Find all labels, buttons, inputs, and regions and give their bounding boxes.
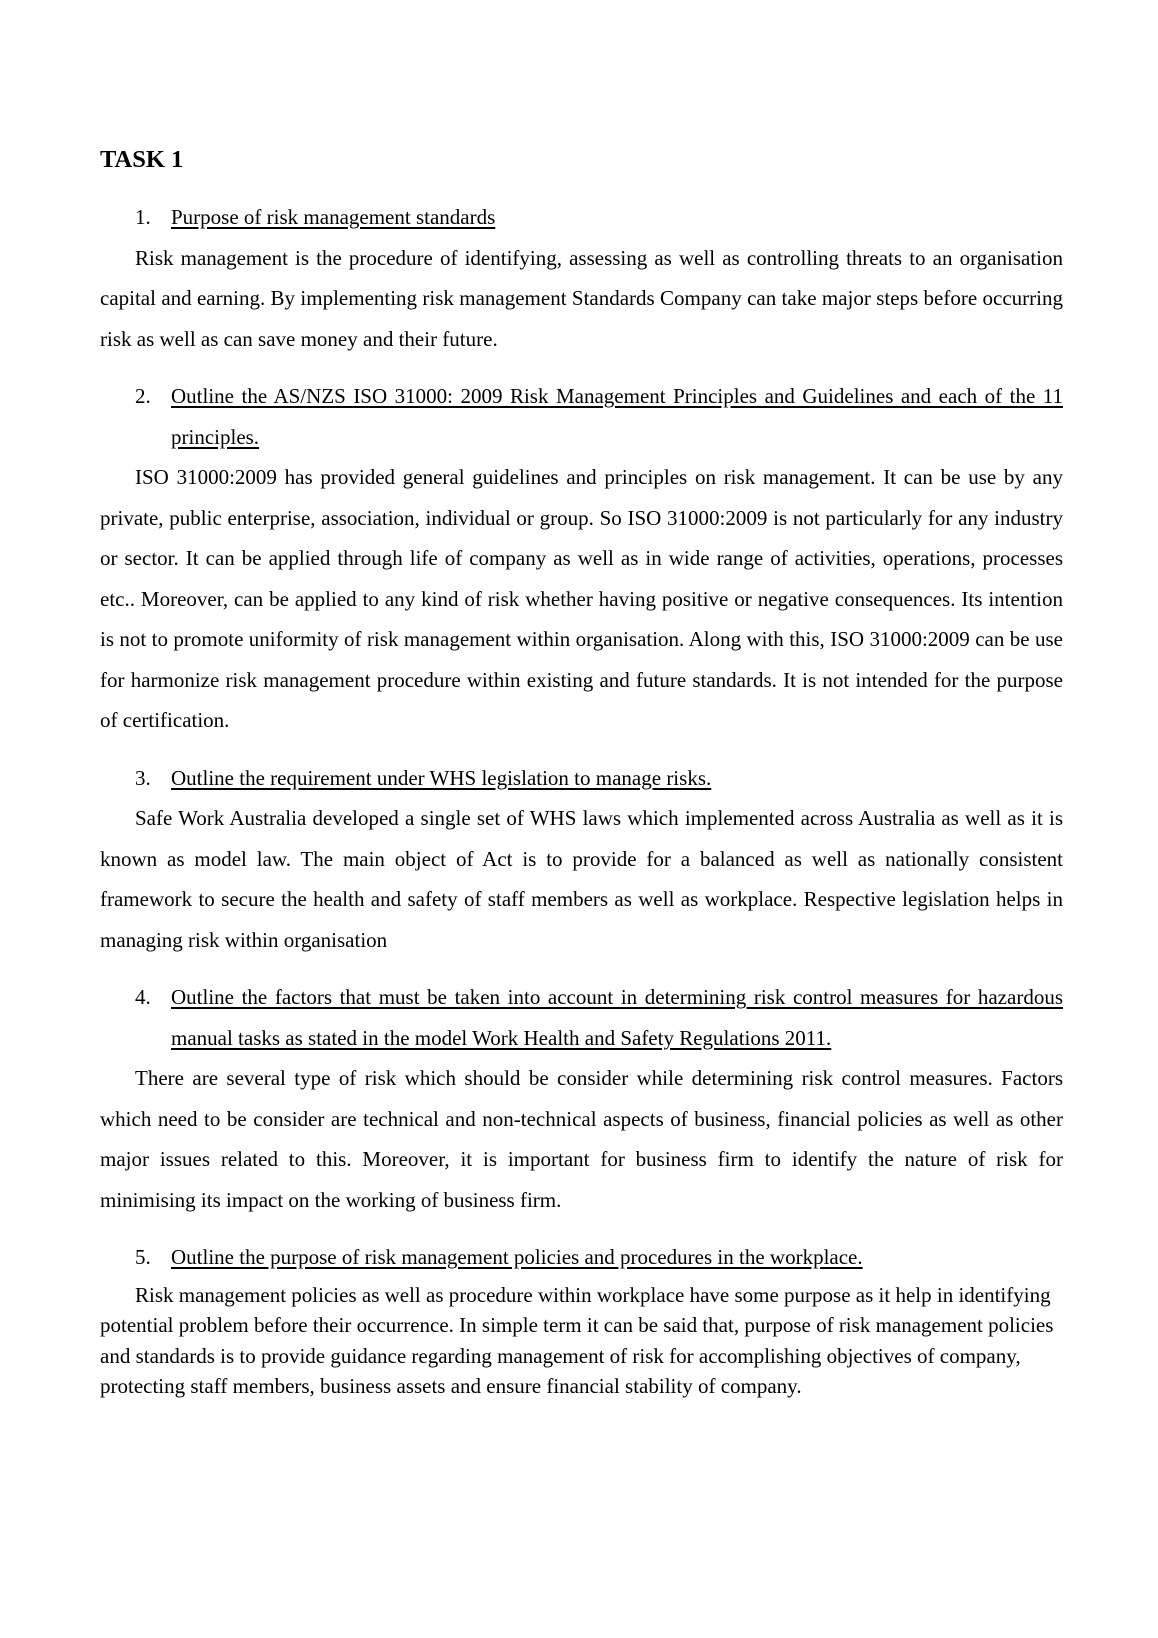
section-number: 2. xyxy=(135,384,151,408)
section-body: Safe Work Australia developed a single set of WHS laws which implemented across Australia as well as it is known as model law. The main object of Act is to provide for a balanced as well as nationally consistent framework to secure the health and safety of staff members as well as workplace. Respective legislation helps in managing risk within organisation xyxy=(100,806,1063,952)
section-5 xyxy=(100,1237,1063,1402)
section-body: Risk management policies as well as procedure within workplace have some purpose as it help in identifying potential problem before their occurrence. In simple term it can be said that, purpose of risk management policies and standards is to provide guidance regarding management of risk for accomplishing objectives of company, protecting staff members, business assets and ensure financial stability of company. xyxy=(100,1282,1054,1398)
section-heading-text: Outline the factors that must be taken into account in determining risk control measures for hazardous manual tasks as stated in the model Work Health and Safety Regulations 2011. xyxy=(171,985,1063,1050)
section-heading xyxy=(100,977,1063,1058)
section-heading-text: Outline the purpose of risk management policies and procedures in the workplace. xyxy=(171,1245,863,1269)
section-heading xyxy=(100,376,1063,457)
section-number: 3. xyxy=(135,765,151,790)
document-page xyxy=(100,140,1063,1419)
section-heading xyxy=(100,1237,1063,1278)
section-heading xyxy=(100,758,1063,799)
section-heading-text: Outline the AS/NZS ISO 31000: 2009 Risk Management Principles and Guidelines and each of the 11 principles. xyxy=(171,384,1063,449)
section-heading-text: Purpose of risk management standards xyxy=(171,205,496,229)
section-body: Risk management is the procedure of identifying, assessing as well as controlling threats to an organisation capital and earning. By implementing risk management Standards Company can take major steps before occurring risk as well as can save money and their future. xyxy=(100,245,1063,351)
section-heading-text: Outline the requirement under WHS legislation to manage risks. xyxy=(171,765,712,790)
section-number: 5. xyxy=(135,1245,151,1269)
section-2 xyxy=(100,376,1063,741)
section-heading xyxy=(100,197,1063,238)
section-4 xyxy=(100,977,1063,1220)
section-number: 1. xyxy=(135,205,151,229)
section-body: ISO 31000:2009 has provided general guidelines and principles on risk management. It can be use by any private, public enterprise, association, individual or group. So ISO 31000:2009 is not particularly for any industry or sector. It can be applied through life of company as well as in wide range of activities, operations, processes etc.. Moreover, can be applied to any kind of risk whether having positive or negative consequences. Its intention is not to promote uniformity of risk management within organisation. Along with this, ISO 31000:2009 can be use for harmonize risk management procedure within existing and future standards. It is not intended for the purpose of certification. xyxy=(100,465,1063,732)
section-1 xyxy=(100,197,1063,359)
section-number: 4. xyxy=(135,985,151,1009)
section-body: There are several type of risk which should be consider while determining risk control measures. Factors which need to be consider are technical and non-technical aspects of business, financial policies as well as other major issues related to this. Moreover, it is important for business firm to identify the nature of risk for minimising its impact on the working of business firm. xyxy=(100,1066,1063,1212)
task-title: TASK 1 xyxy=(100,146,184,173)
section-3 xyxy=(100,758,1063,961)
